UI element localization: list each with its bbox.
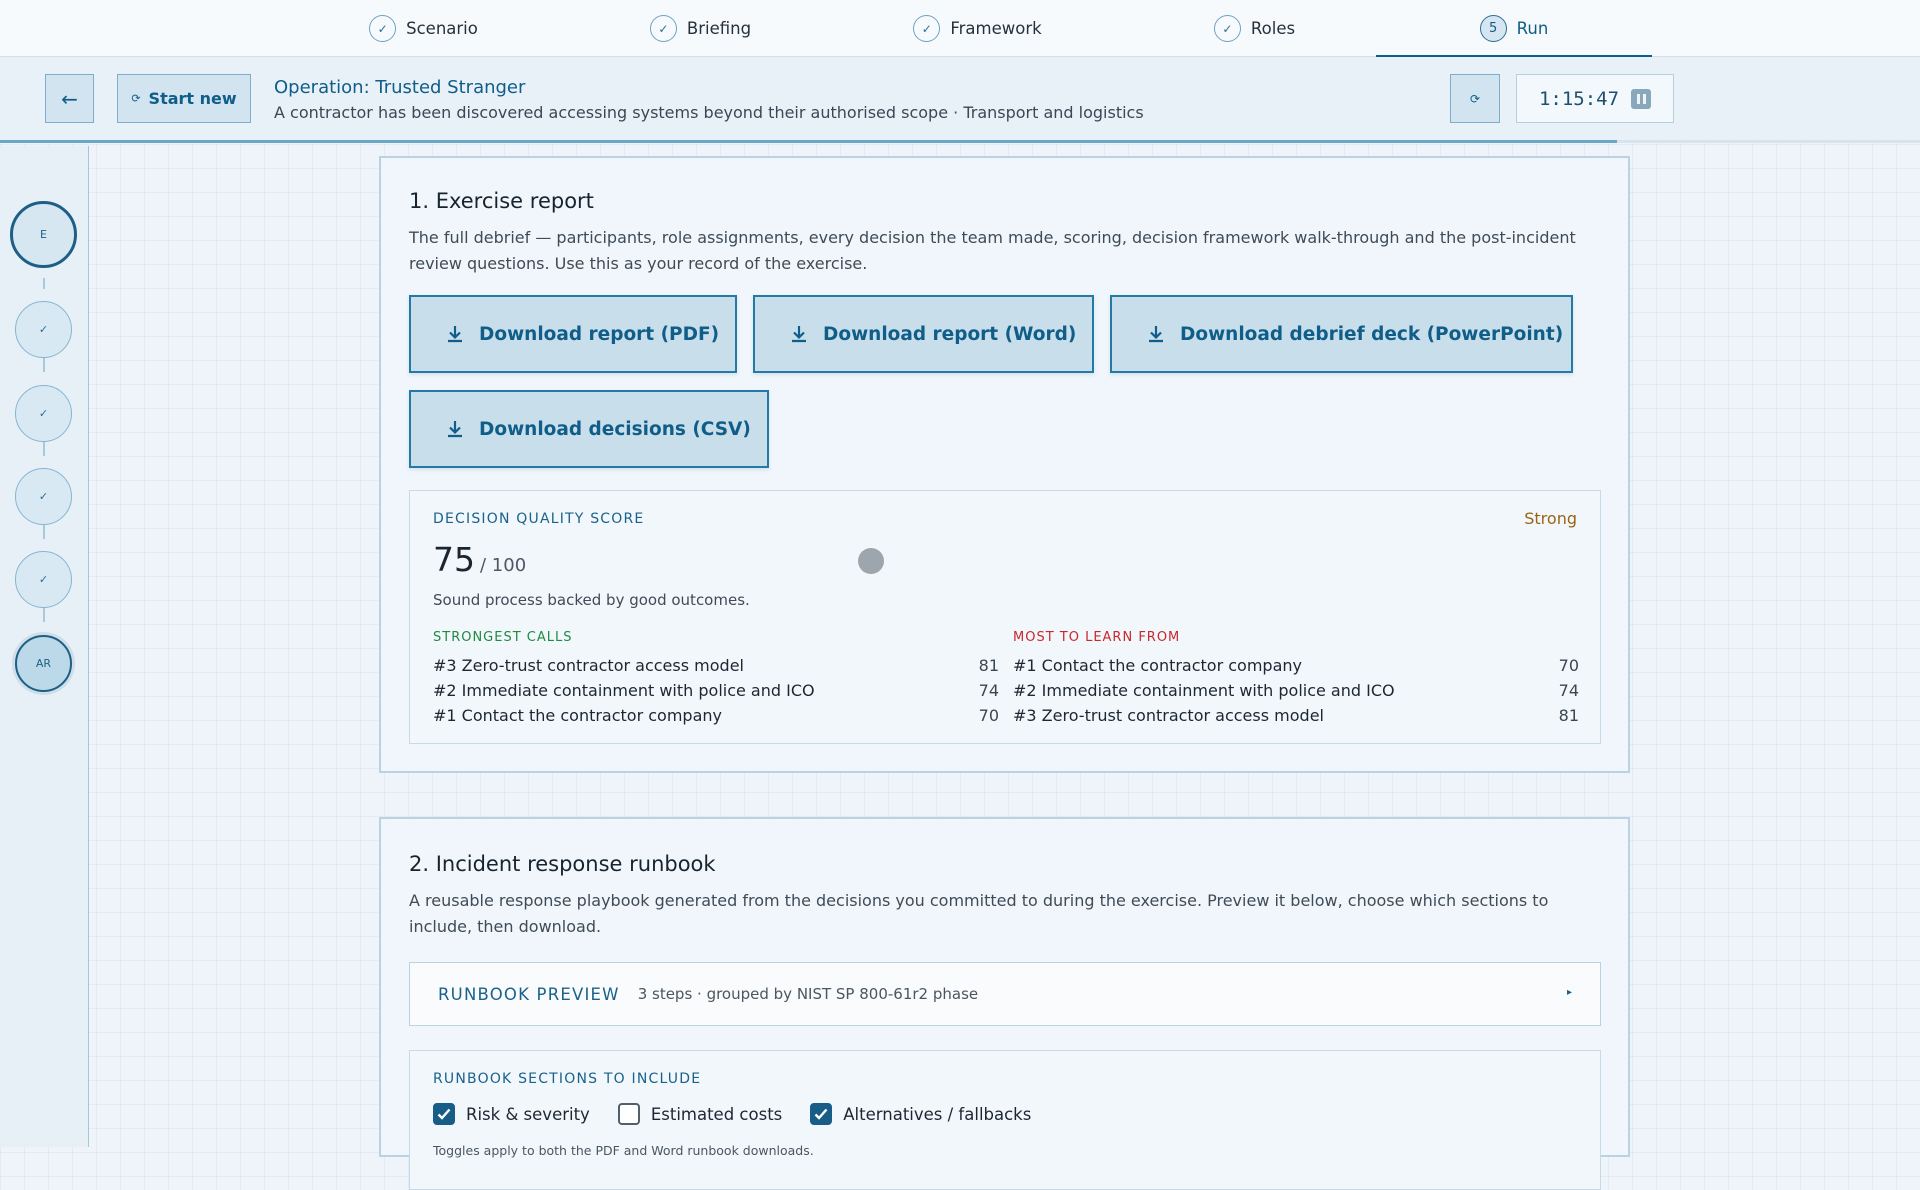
strongest-calls-list bbox=[433, 630, 999, 728]
decision-score: 81 bbox=[978, 656, 999, 675]
download-icon bbox=[445, 324, 465, 344]
button-label: Download decisions (CSV) bbox=[479, 418, 751, 440]
decision-name: #3 Zero-trust contractor access model bbox=[1013, 706, 1324, 725]
decision-name: #2 Immediate containment with police and ICO bbox=[1013, 681, 1395, 700]
checkbox-label: Risk & severity bbox=[466, 1104, 590, 1124]
download-decisions-csv-button[interactable] bbox=[409, 390, 769, 468]
tab-label: Roles bbox=[1250, 19, 1296, 38]
strongest-calls-heading: STRONGEST CALLS bbox=[433, 630, 573, 645]
runbook-description: A reusable response playbook generated from the decisions you committed to during the exercise. Preview it below, choose which sections to include, then download. bbox=[409, 891, 1549, 936]
tab-run[interactable] bbox=[1376, 0, 1652, 57]
rail-connector bbox=[43, 278, 45, 289]
most-to-learn-list bbox=[1013, 630, 1579, 728]
check-icon: ✓ bbox=[1214, 15, 1241, 42]
score-rating: Strong bbox=[1524, 509, 1577, 528]
step-number-badge: 5 bbox=[1480, 15, 1507, 42]
step-navigation bbox=[0, 0, 1920, 57]
refresh-icon: ⟳ bbox=[1469, 91, 1481, 106]
estimated-costs-checkbox[interactable] bbox=[618, 1103, 782, 1125]
checkbox-unchecked-icon[interactable] bbox=[618, 1103, 640, 1125]
download-icon bbox=[445, 419, 465, 439]
download-report-pdf-button[interactable] bbox=[409, 295, 737, 373]
tab-framework[interactable] bbox=[854, 0, 1101, 57]
decision-name: #3 Zero-trust contractor access model bbox=[433, 656, 744, 675]
tab-scenario[interactable] bbox=[300, 0, 547, 57]
risk-severity-checkbox[interactable] bbox=[433, 1103, 590, 1125]
runbook-sections-label: RUNBOOK SECTIONS TO INCLUDE bbox=[433, 1071, 702, 1087]
decision-score: 74 bbox=[1558, 681, 1579, 700]
list-item bbox=[1013, 678, 1579, 703]
download-report-word-button[interactable] bbox=[753, 295, 1094, 373]
cursor-dot bbox=[858, 548, 884, 574]
checkbox-label: Estimated costs bbox=[650, 1104, 783, 1124]
button-label: Download report (Word) bbox=[823, 323, 1077, 345]
rail-node-check-icon[interactable]: ✓ bbox=[15, 468, 72, 525]
list-item bbox=[433, 653, 999, 678]
decision-score: 74 bbox=[978, 681, 999, 700]
list-item bbox=[433, 678, 999, 703]
checkbox-checked-icon[interactable] bbox=[810, 1103, 832, 1125]
check-icon: ✓ bbox=[369, 15, 396, 42]
rail-connector bbox=[43, 525, 45, 539]
exercise-subtitle: A contractor has been discovered accessing systems beyond their authorised scope · Transport and logistics bbox=[274, 103, 1144, 122]
score-value bbox=[433, 540, 526, 579]
runbook-preview-detail: 3 steps · grouped by NIST SP 800-61r2 phase bbox=[637, 985, 979, 1003]
decision-score: 81 bbox=[1558, 706, 1579, 725]
rail-node-after-report[interactable]: AR bbox=[15, 635, 72, 692]
checkbox-label: Alternatives / fallbacks bbox=[843, 1104, 1032, 1124]
rail-connector bbox=[43, 608, 45, 622]
tab-label: Run bbox=[1516, 19, 1549, 38]
arrow-left-icon: ← bbox=[61, 86, 78, 111]
refresh-button[interactable] bbox=[1450, 74, 1500, 123]
score-max: / 100 bbox=[480, 555, 527, 576]
button-label: Download report (PDF) bbox=[479, 323, 720, 345]
decision-quality-panel bbox=[409, 490, 1601, 744]
decision-name: #2 Immediate containment with police and ICO bbox=[433, 681, 815, 700]
rail-node-check-icon[interactable]: ✓ bbox=[15, 301, 72, 358]
rail-connector bbox=[43, 358, 45, 372]
exercise-timer bbox=[1516, 74, 1674, 123]
rail-connector bbox=[43, 442, 45, 456]
exercise-header bbox=[0, 57, 1920, 143]
back-button[interactable] bbox=[45, 74, 94, 123]
score-number: 75 bbox=[433, 540, 475, 579]
exercise-progress-bar bbox=[0, 140, 1617, 143]
restart-icon: ⟳ bbox=[131, 92, 141, 105]
start-new-label: Start new bbox=[148, 89, 237, 108]
score-note: Sound process backed by good outcomes. bbox=[433, 591, 750, 609]
runbook-preview-toggle[interactable] bbox=[409, 962, 1601, 1026]
tab-briefing[interactable] bbox=[577, 0, 824, 57]
button-label: Download debrief deck (PowerPoint) bbox=[1180, 323, 1564, 345]
score-label: DECISION QUALITY SCORE bbox=[433, 511, 645, 527]
decision-score: 70 bbox=[978, 706, 999, 725]
tab-label: Scenario bbox=[406, 19, 478, 38]
runbook-sections-panel bbox=[409, 1050, 1601, 1190]
pause-icon[interactable] bbox=[1631, 89, 1651, 109]
list-item bbox=[1013, 653, 1579, 678]
exercise-report-description: The full debrief — participants, role assignments, every decision the team made, scoring, decision framework walk-through and the post-incident review questions. Use this as your record of the exercise. bbox=[409, 228, 1576, 273]
exercise-report-card bbox=[379, 156, 1630, 773]
tab-roles[interactable] bbox=[1131, 0, 1378, 57]
runbook-preview-label: RUNBOOK PREVIEW bbox=[438, 984, 620, 1004]
rail-node-exercise[interactable]: E bbox=[10, 201, 77, 268]
tab-label: Briefing bbox=[686, 19, 752, 38]
decision-name: #1 Contact the contractor company bbox=[433, 706, 722, 725]
check-icon: ✓ bbox=[650, 15, 677, 42]
download-debrief-deck-button[interactable] bbox=[1110, 295, 1573, 373]
runbook-title: 2. Incident response runbook bbox=[409, 852, 716, 876]
runbook-card bbox=[379, 817, 1630, 1157]
progress-rail bbox=[0, 146, 89, 1147]
runbook-sections-hint: Toggles apply to both the PDF and Word runbook downloads. bbox=[433, 1143, 814, 1158]
chevron-right-icon: ▸ bbox=[1566, 987, 1572, 998]
download-icon bbox=[789, 324, 809, 344]
list-item bbox=[1013, 703, 1579, 728]
list-item bbox=[433, 703, 999, 728]
timer-value: 1:15:47 bbox=[1538, 87, 1620, 110]
download-icon bbox=[1146, 324, 1166, 344]
decision-name: #1 Contact the contractor company bbox=[1013, 656, 1302, 675]
start-new-button[interactable] bbox=[117, 74, 251, 123]
exercise-report-title: 1. Exercise report bbox=[409, 189, 594, 213]
runbook-section-options bbox=[433, 1103, 1031, 1125]
alternatives-fallbacks-checkbox[interactable] bbox=[810, 1103, 1031, 1125]
rail-node-check-icon[interactable]: ✓ bbox=[15, 385, 72, 442]
tab-label: Framework bbox=[950, 19, 1042, 38]
decision-score: 70 bbox=[1558, 656, 1579, 675]
most-to-learn-heading: MOST TO LEARN FROM bbox=[1013, 630, 1181, 645]
check-icon: ✓ bbox=[913, 15, 940, 42]
rail-node-check-icon[interactable]: ✓ bbox=[15, 551, 72, 608]
checkbox-checked-icon[interactable] bbox=[433, 1103, 455, 1125]
exercise-title: Operation: Trusted Stranger bbox=[274, 77, 526, 98]
exercise-title-block bbox=[274, 77, 1144, 122]
